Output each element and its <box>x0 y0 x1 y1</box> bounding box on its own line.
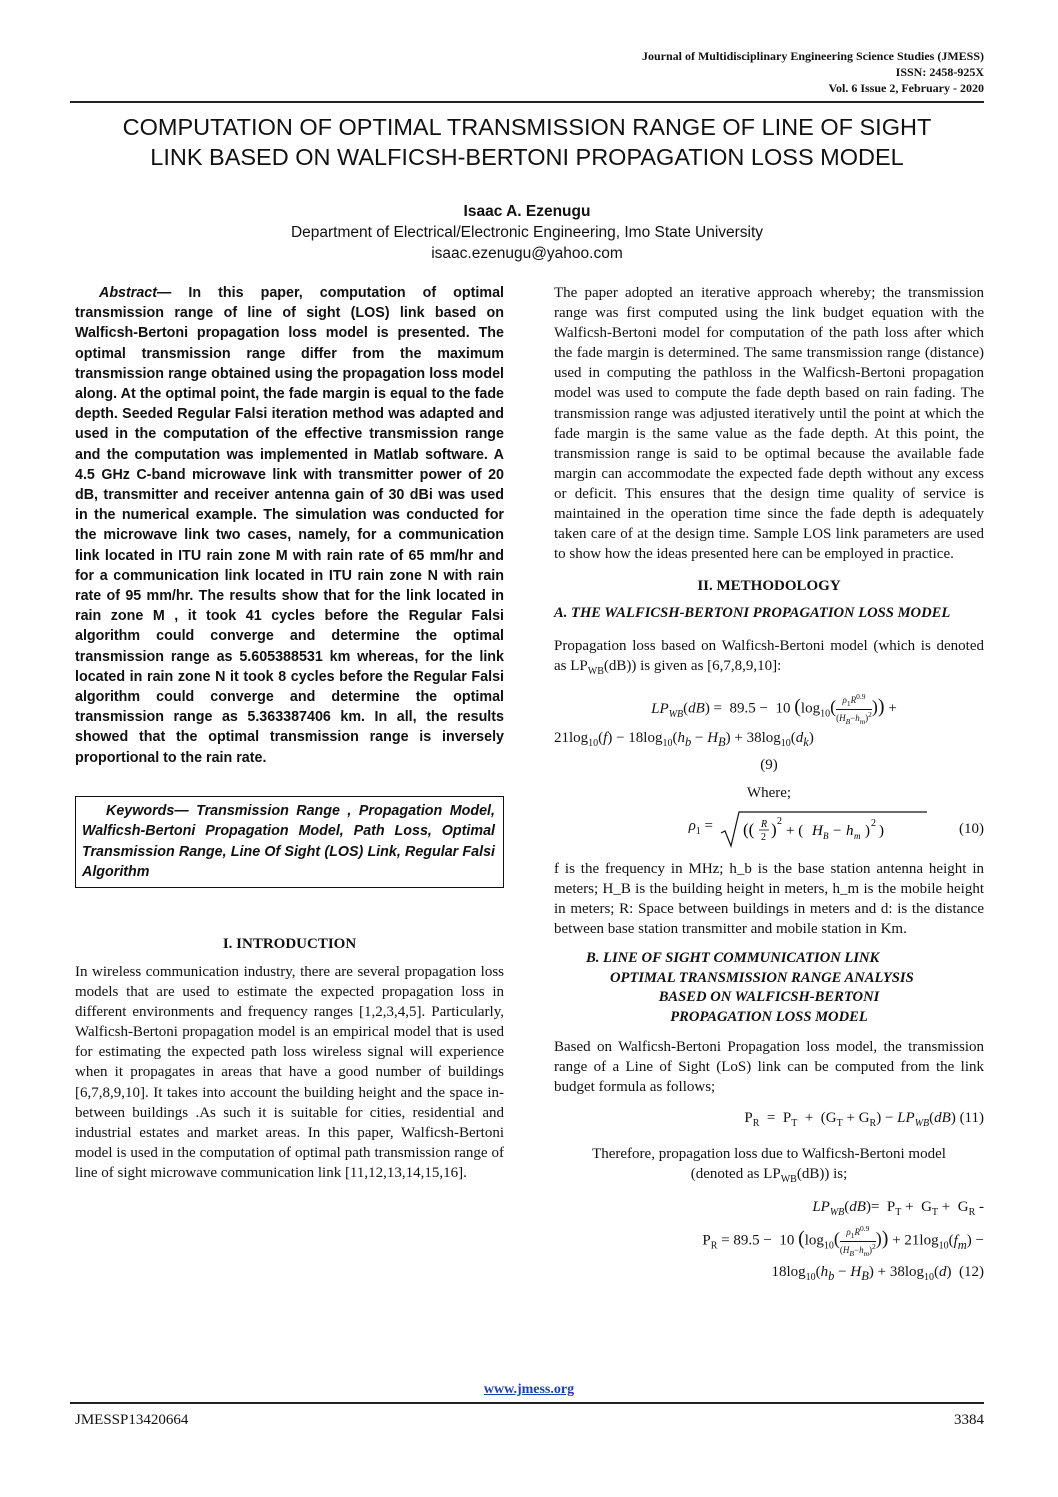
keywords-box <box>75 796 504 888</box>
journal-name: Journal of Multidisciplinary Engineering Science Studies (JMESS) <box>641 49 984 63</box>
footer-divider <box>70 1402 984 1404</box>
link-budget-paragraph: Based on Walficsh-Bertoni Propagation loss model, the transmission range of a Line of Sight (LoS) link can be computed from the link budget formula as follows; <box>554 1039 984 1096</box>
therefore-line-2-end: (dB)) is; <box>796 1165 848 1182</box>
page-number: 3384 <box>954 1412 984 1428</box>
equation-9: $LP_{WB}(dB) = 89.5 - 10$ ($\log_{10}$( $\frac{\rho_1R^{0.9}}{(H_B-h_m)^2}$ )) + $21\log_{10}(f) - 18\log_{10}(h_b - H_B) + 38\log_{10}(d_k)$ (9) <box>554 692 984 775</box>
model-intro-paragraph <box>554 636 984 682</box>
svg-text:R: R <box>761 818 768 830</box>
svg-text:h: h <box>846 822 854 839</box>
journal-website-link[interactable]: www.jmess.org <box>483 1382 575 1397</box>
introduction-heading: I. INTRODUCTION <box>222 935 357 952</box>
right-column <box>554 283 984 1289</box>
svg-text:+ (: + ( <box>786 822 804 839</box>
equation-11-label: (11) <box>959 1109 984 1126</box>
model-intro-end: (dB)) is given as [6,7,8,9,10]: <box>603 658 782 674</box>
therefore-paragraph: Therefore, propagation loss due to Walficsh-Bertoni model (denoted as $LP_{WB}(dB)$) is; <box>554 1144 984 1190</box>
abstract-dash: — <box>157 285 189 301</box>
title-line-2: LINK BASED ON WALFICSH-BERTONI PROPAGATION LOSS MODEL <box>150 144 904 170</box>
svg-text:((: (( <box>743 819 755 839</box>
model-intro-text: Propagation loss based on Walficsh-Bertoni model (which is denoted as LP <box>554 637 984 674</box>
svg-text:): ) <box>771 819 777 839</box>
subsection-b-line-3: BASED ON WALFICSH-BERTONI <box>658 989 880 1006</box>
author-name: Isaac A. Ezenugu <box>463 203 591 220</box>
subsection-b-line-2: OPTIMAL TRANSMISSION RANGE ANALYSIS <box>610 969 914 986</box>
therefore-line-1: Therefore, propagation loss due to Walficsh-Bertoni model <box>592 1145 946 1162</box>
approach-paragraph: The paper adopted an iterative approach whereby; the transmission range was first computed using the link budget equation with the Walficsh-Bertoni model for computation of the path loss after which the fade margin is determined. The same transmission range (distance) used in computing the pathloss in the Walficsh-Bertoni propagation model was used to compute the fade depth based on rain fading. The transmission range was adjusted iteratively until the point at which the fade margin is the same value as the fade depth. At this point, the transmission range is said to be optimal because the available fade margin can accommodate the expected fade depth without any excess or deficit. This ensures that the design time quality of service is maintained in the operation time since the fade depth is adequately taken care of at the design time. Sample LOS link parameters are used to show how the ideas presented here can be employed in practice. <box>554 285 984 563</box>
left-column <box>75 283 504 1183</box>
author-email[interactable]: isaac.ezenugu@yahoo.com <box>431 245 623 262</box>
variables-paragraph: f is the frequency in MHz; h_b is the base station antenna height in meters; H_B is the building height in meters, h_m is the mobile height in meters; R: Space between buildings in meters and d: is the distance between base station transmitter and mobile station in Km. <box>554 860 984 938</box>
sqrt-radical-icon <box>719 809 929 849</box>
keywords-label: Keywords <box>106 802 175 819</box>
svg-text:2: 2 <box>761 831 766 843</box>
svg-text:B: B <box>823 830 829 841</box>
equation-12-label: (12) <box>959 1263 984 1280</box>
svg-text:2: 2 <box>777 815 782 827</box>
svg-text:2: 2 <box>871 817 876 829</box>
equation-12: $LP_{WB}(dB)= P_T + G_T + G_R$ - $P_R = 89.5 - 10$ ($\log_{10}$( $\frac{\rho_1R^{0.9}}{(H_B-h_m)^2}$ )) + $21\log_{10}(f_m)$ − $18\log_{10}(h_b - H_B) + 38\log_{10}(d)$ (12) <box>702 1198 984 1283</box>
introduction-text: In wireless communication industry, there are several propagation loss models that are used to estimate the expected propagation loss in different environments and frequency ranges [1,2,3,4,5]. Particularly, Walficsh-Bertoni propagation model is an empirical model that is used for estimating the expected path loss wireless signal will experience when it propagates in areas that have a good number of buildings [6,7,8,9,10]. It takes into account the building height and the space in-between buildings .As such it is suitable for cities, residential and industrial estates and market areas. In this paper, Walficsh-Bertoni model is used in the computation of optimal path transmission range of line of sight microwave communication link [11,12,13,14,15,16]. <box>75 963 504 1181</box>
abstract <box>75 283 504 768</box>
title-line-1: COMPUTATION OF OPTIMAL TRANSMISSION RANGE OF LINE OF SIGHT <box>122 114 932 140</box>
subsection-b-heading <box>554 949 984 1027</box>
methodology-heading: II. METHODOLOGY <box>697 578 841 595</box>
author-block <box>70 201 984 264</box>
where-label: Where; <box>746 784 792 801</box>
subsection-a-heading: A. THE WALFICSH-BERTONI PROPAGATION LOSS MODEL <box>554 605 951 622</box>
therefore-line-2: (denoted as LP <box>690 1165 781 1182</box>
journal-volume: Vol. 6 Issue 2, February - 2020 <box>828 81 984 95</box>
paper-id: JMESSP13420664 <box>75 1412 189 1428</box>
journal-header <box>642 48 984 96</box>
journal-issn: ISSN: 2458-925X <box>895 65 984 79</box>
paper-title <box>70 112 984 172</box>
header-divider <box>70 101 984 103</box>
svg-text:): ) <box>865 822 870 839</box>
subsection-b-line-4: PROPAGATION LOSS MODEL <box>670 1008 868 1025</box>
svg-text:H: H <box>812 822 823 839</box>
equation-10-label: (10) <box>959 820 984 837</box>
svg-text:): ) <box>879 822 884 839</box>
subsection-b-line-1: B. LINE OF SIGHT COMMUNICATION LINK <box>586 950 880 967</box>
equation-10: $\rho_1$ = (( R 2 ) 2 + ( H B − h m ) 2 ) (10) <box>554 809 984 849</box>
abstract-label: Abstract <box>99 285 157 301</box>
abstract-text: In this paper, computation of optimal transmission range of line of sight (LOS) link based on Walficsh-Bertoni propagation loss model is presented. The optimal transmission range differ from the maximum transmission range obtained using the propagation loss model along. At the optimal point, the fade margin is equal to the fade depth. Seeded Regular Falsi iteration method was adapted and used in the computation of the effective transmission range and the computation was implemented in Matlab software. A 4.5 GHz C-band microwave link with transmitter power of 20 dB, transmitter and receiver antenna gain of 30 dBi was used in the numerical example. The simulation was conducted for the microwave link two cases, namely, for a communication link located in ITU rain zone M with rain rate of 65 mm/hr and for a communication link located in ITU rain zone N with rain rate of 95 mm/hr. The results show that for the link located in rain zone M , it took 41 cycles before the Regular Falsi algorithm could converge and determine the optimal transmission range as 5.605388531 km whereas, for the link located in rain zone N it took 8 cycles before the Regular Falsi algorithm could converge and determine the optimal transmission range as 5.363387406 km. In all, the results showed that the optimal transmission range is inversely proportional to the rain rate. <box>75 285 504 766</box>
model-intro-sub: WB <box>587 666 604 677</box>
author-affiliation: Department of Electrical/Electronic Engineering, Imo State University <box>290 224 764 241</box>
equation-9-label: (9) <box>760 756 778 773</box>
svg-text:m: m <box>854 830 861 841</box>
keywords-text: — Transmission Range , Propagation Model, Walficsh-Bertoni Propagation Model, Path Loss, Optimal Transmission Range, Line Of Sight (LOS) Link, Regular Falsi Algorithm <box>82 802 495 881</box>
svg-text:−: − <box>833 822 842 839</box>
equation-11: $P_R = P_T + (G_T + G_R) - LP_{WB}(dB)$ (11) <box>744 1109 984 1129</box>
